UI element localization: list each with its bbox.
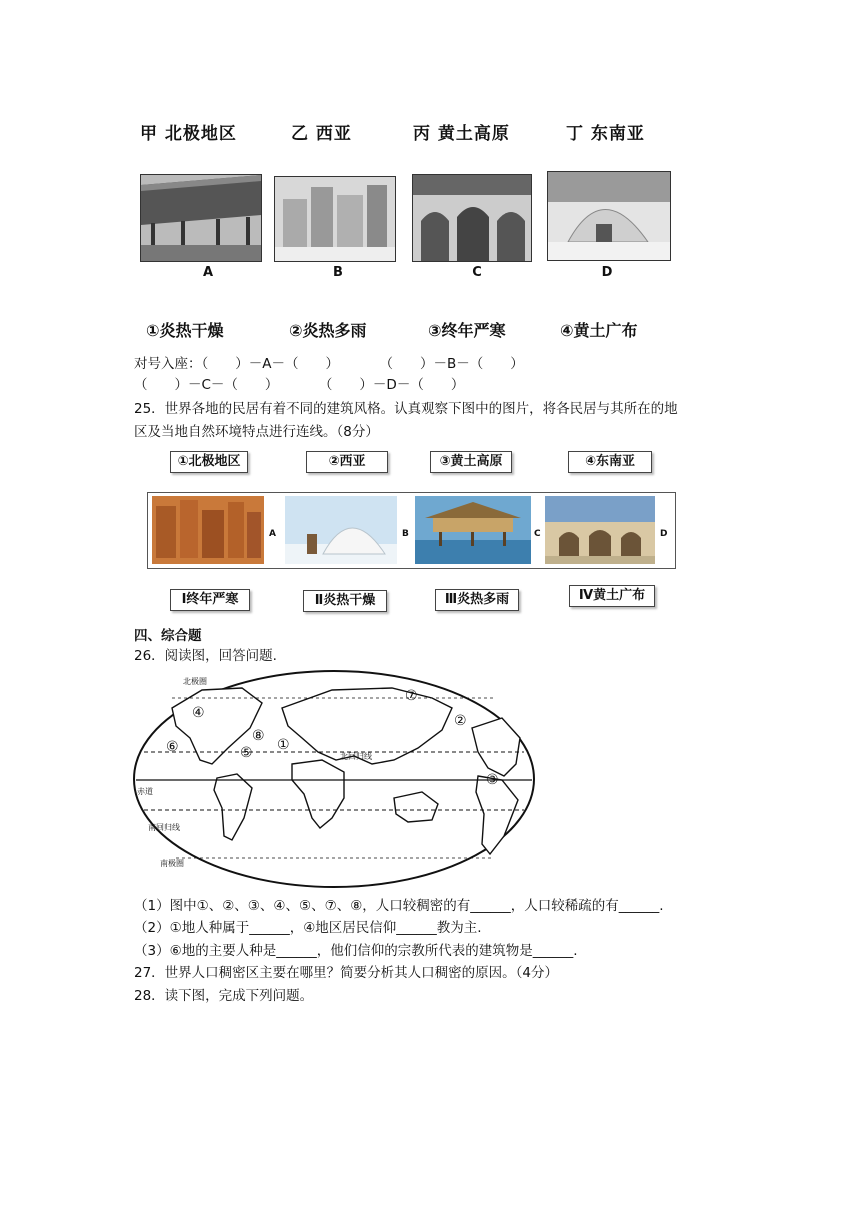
bottom-box-rainy: Ⅲ炎热多雨 — [435, 589, 519, 611]
q27-stem: 27．世界人口稠密区主要在哪里？简要分析其人口稠密的原因。（4分） — [134, 965, 559, 981]
map-marker-7: ⑦ — [405, 688, 418, 704]
photo-letter-b: B — [333, 265, 343, 280]
color-photo-cave-dwelling — [545, 496, 655, 564]
top-box-loess: ③黄土高原 — [430, 451, 512, 473]
feature-1: ①炎热干燥 — [146, 321, 224, 340]
match-line-1: 对号入座：（ ）－A－（ ） （ ）－B－（ ） — [134, 356, 524, 372]
q26-stem: 26．阅读图，回答问题. — [134, 648, 277, 664]
feature-4: ④黄土广布 — [560, 321, 638, 340]
map-label-tropic-cancer: 北回归线 — [340, 752, 372, 761]
top-box-arctic: ①北极地区 — [170, 451, 248, 473]
q25-stem: 25．世界各地的民居有着不同的建筑风格。认真观察下图中的图片，将各民居与其所在的地 — [134, 401, 678, 417]
match-line-2: （ ）－C－（ ） （ ）－D－（ ） — [134, 377, 465, 393]
photo-letter-c: C — [472, 265, 482, 280]
map-marker-5: ⑤ — [240, 745, 253, 761]
color-photo-stilt-house — [415, 496, 531, 564]
photo-igloo — [547, 171, 671, 261]
map-marker-1: ① — [277, 737, 290, 753]
map-label-arctic-circle: 北极圈 — [183, 677, 207, 686]
color-photo-igloo — [285, 496, 397, 564]
q26-part-1: （1）图中①、②、③、④、⑤、⑦、⑧，人口较稠密的有______，人口较稀疏的有______. — [134, 898, 664, 914]
photo-stilt-house — [140, 174, 262, 262]
strip-letter-a: A — [269, 529, 276, 539]
photo-mud-tower — [274, 176, 396, 262]
strip-letter-b: B — [402, 529, 409, 539]
q26-part-3: （3）⑥地的主要人种是______，他们信仰的宗教所代表的建筑物是______. — [134, 943, 578, 959]
top-box-southeast-asia: ④东南亚 — [568, 451, 652, 473]
top-box-west-asia: ②西亚 — [306, 451, 388, 473]
photo-cave-dwelling — [412, 174, 532, 262]
map-label-tropic-capricorn: 南回归线 — [148, 823, 180, 832]
map-label-equator: 赤道 — [137, 787, 153, 796]
map-label-antarctic-circle: 南极圈 — [160, 859, 184, 868]
feature-2: ②炎热多雨 — [289, 321, 367, 340]
feature-3: ③终年严寒 — [428, 321, 506, 340]
map-marker-3: ③ — [486, 772, 499, 788]
region-label-ding: 丁 东南亚 — [566, 124, 645, 144]
section-heading: 四、综合题 — [134, 628, 202, 644]
map-marker-2: ② — [454, 713, 467, 729]
world-map — [132, 668, 537, 890]
photo-letter-a: A — [202, 265, 214, 280]
q25-stem-2: 区及当地自然环境特点进行连线。（8分） — [134, 424, 379, 440]
bottom-box-dry: Ⅱ炎热干燥 — [303, 590, 387, 612]
strip-letter-c: C — [534, 529, 541, 539]
map-marker-8: ⑧ — [252, 728, 265, 744]
strip-letter-d: D — [660, 529, 668, 539]
q26-part-2: （2）①地人种属于______，④地区居民信仰______教为主. — [134, 920, 482, 936]
map-marker-6: ⑥ — [166, 739, 179, 755]
q28-stem: 28．读下图，完成下列问题。 — [134, 988, 314, 1004]
region-label-yi: 乙 西亚 — [291, 124, 352, 144]
region-label-jia: 甲 北极地区 — [140, 124, 237, 144]
color-photo-mud-city — [152, 496, 264, 564]
region-label-bing: 丙 黄土高原 — [413, 124, 510, 144]
map-marker-4: ④ — [192, 705, 205, 721]
bottom-box-cold: Ⅰ终年严寒 — [170, 589, 250, 611]
bottom-box-loess: Ⅳ黄土广布 — [569, 585, 655, 607]
photo-letter-d: D — [601, 265, 613, 280]
